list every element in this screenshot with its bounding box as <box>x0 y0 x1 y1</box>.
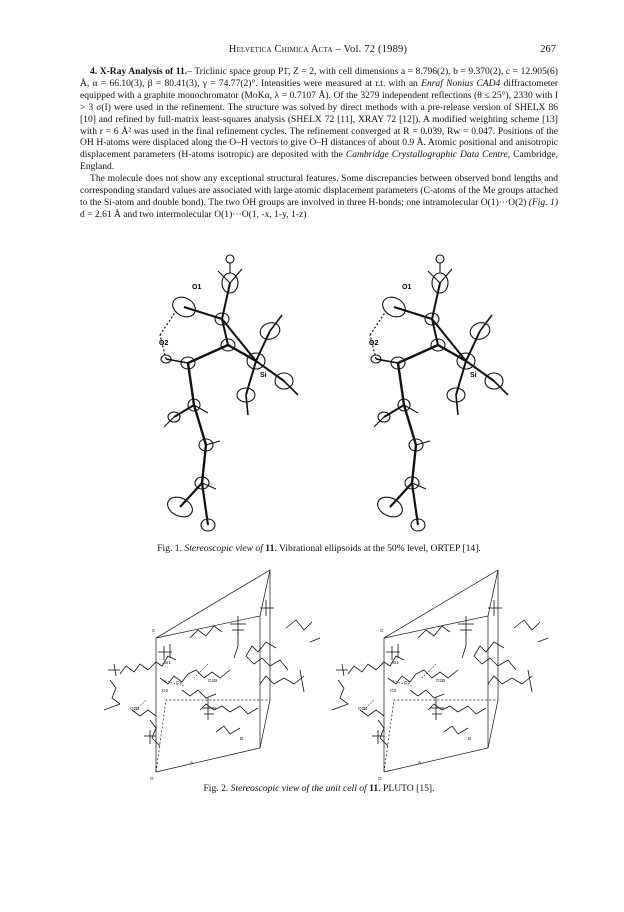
fig1-caption-prefix: Fig. 1. <box>157 543 185 554</box>
running-header <box>80 44 556 58</box>
ccdc-name: Cambridge Crystallographic Data Centre <box>345 149 508 161</box>
paragraph-xray-part-a: – Triclinic space group P1̄, Z = 2, with cell dimensions a = 8.796(2), b = 9.370(2), c = 12.905(6) Å, α = 66.10(3), β = 80.41(3), γ = 74.77(2)°. Intensities were measured at r.t. with an <box>80 66 558 89</box>
fig2-label-si1-right: SI1 <box>392 660 399 665</box>
fig2-label-a-right: A <box>418 760 422 765</box>
fig1-label-si-right: Si <box>470 372 477 379</box>
fig1-caption-compound: 11 <box>262 543 275 554</box>
fig2-label-b-left: B <box>240 736 244 741</box>
fig2-label-o1-left: O1 <box>176 680 183 685</box>
section-heading: 4. X-Ray Analysis of 11. <box>90 66 188 77</box>
journal-volume: Vol. 72 (1989) <box>343 44 408 55</box>
fig2-label-c-right: C <box>380 628 384 633</box>
paragraph-structure-part-b: d = 2.61 Å and two intermolecular O(1)···O(1, -x, 1-y, 1-z) <box>80 208 307 220</box>
fig1-caption-italic: Stereoscopic view of <box>184 543 263 554</box>
fig2-label-o2-right: O2 <box>390 688 397 693</box>
fig1-caption-rest: . Vibrational ellipsoids at the 50% level, ORTEP [14]. <box>274 543 481 554</box>
fig1-label-si-left: Si <box>260 372 267 379</box>
fig2-label-b-right: B <box>468 736 472 741</box>
fig1-label-o1-left: O1 <box>192 284 202 291</box>
figure-2-unit-cell-stereo <box>90 560 550 785</box>
fig1-label-o1-right: O1 <box>402 284 412 291</box>
fig2-caption-italic: Stereoscopic view of the unit cell of <box>230 783 367 794</box>
fig2-caption-compound: 11 <box>366 783 379 794</box>
journal-name: Helvetica Chimica Acta <box>228 44 333 55</box>
fig1-label-o2-left: O2 <box>159 340 169 347</box>
fig2-label-o1-right: O1 <box>404 680 411 685</box>
fig2-label-o1b-right: O1B <box>436 678 446 683</box>
fig2-label-o2b-left: O2B <box>130 706 140 711</box>
paragraph-xray-part-b: diffractometer equipped with a graphite monochromator (MoKα, λ = 0.7107 Å). Of the 3279 independent reflections (θ ≤ 25°), 2330 with I > 3 σ(I) were used in the refinement. The structure was solved by direct methods with a pre-release version of SHELX 86 [10] and refined by full-matrix least-squares analysis (SHELX 72 [11], XRAY 72 [12]). A modified weighting scheme [13] with r = 6 Å² was used in the final refinement cycles. The refinement converged at R = 0.039, Rw = 0.047. Positions of the OH H-atoms were displaced along the O–H vectors to give O–H distances of about 0.9 Å. Atomic positional and anisotropic displacement parameters (H-atoms isotropic) are deposited with the <box>80 77 558 161</box>
fig2-label-si1-left: SI1 <box>164 660 171 665</box>
fig2-label-o2b-right: O2B <box>358 706 368 711</box>
fig2-label-o2-left: O2 <box>162 688 169 693</box>
fig2-label-origin-left: O <box>150 776 154 781</box>
fig2-label-a-left: A <box>190 760 194 765</box>
paragraph-xray <box>80 66 558 173</box>
header-journal-line: Helvetica Chimica Acta – Vol. 72 (1989) <box>228 44 408 55</box>
fig2-label-c-left: C <box>152 628 156 633</box>
page-number: 267 <box>540 44 556 55</box>
paragraph-structure <box>80 173 558 221</box>
fig2-label-origin-right: O <box>378 776 382 781</box>
fig1-reference: (Fig. 1) <box>528 196 558 208</box>
figure-1-caption <box>80 543 558 554</box>
figure-2-caption <box>80 783 558 794</box>
fig2-caption-prefix: Fig. 2. <box>203 783 231 794</box>
fig2-caption-rest: . PLUTO [15]. <box>378 783 435 794</box>
figure-1-ortep-stereo <box>110 245 530 540</box>
diffractometer-name: Enraf Nonius CAD4 <box>421 77 501 89</box>
article-body <box>80 66 558 221</box>
paragraph-structure-part-a: The molecule does not show any exceptional structural features. Some discrepancies between observed bond lengths and corresponding standard values are associated with large atomic displacement parameters (C-atoms of the Me groups attached to the Si-atom and double bond). The two OH groups are involved in three H-bonds; one intramolecular O(1)···O(2) <box>80 173 558 208</box>
fig2-label-o1b-left: O1B <box>208 678 218 683</box>
paragraph-xray-part-c: , Cambridge, England. <box>80 149 558 173</box>
fig1-label-o2-right: O2 <box>369 340 379 347</box>
